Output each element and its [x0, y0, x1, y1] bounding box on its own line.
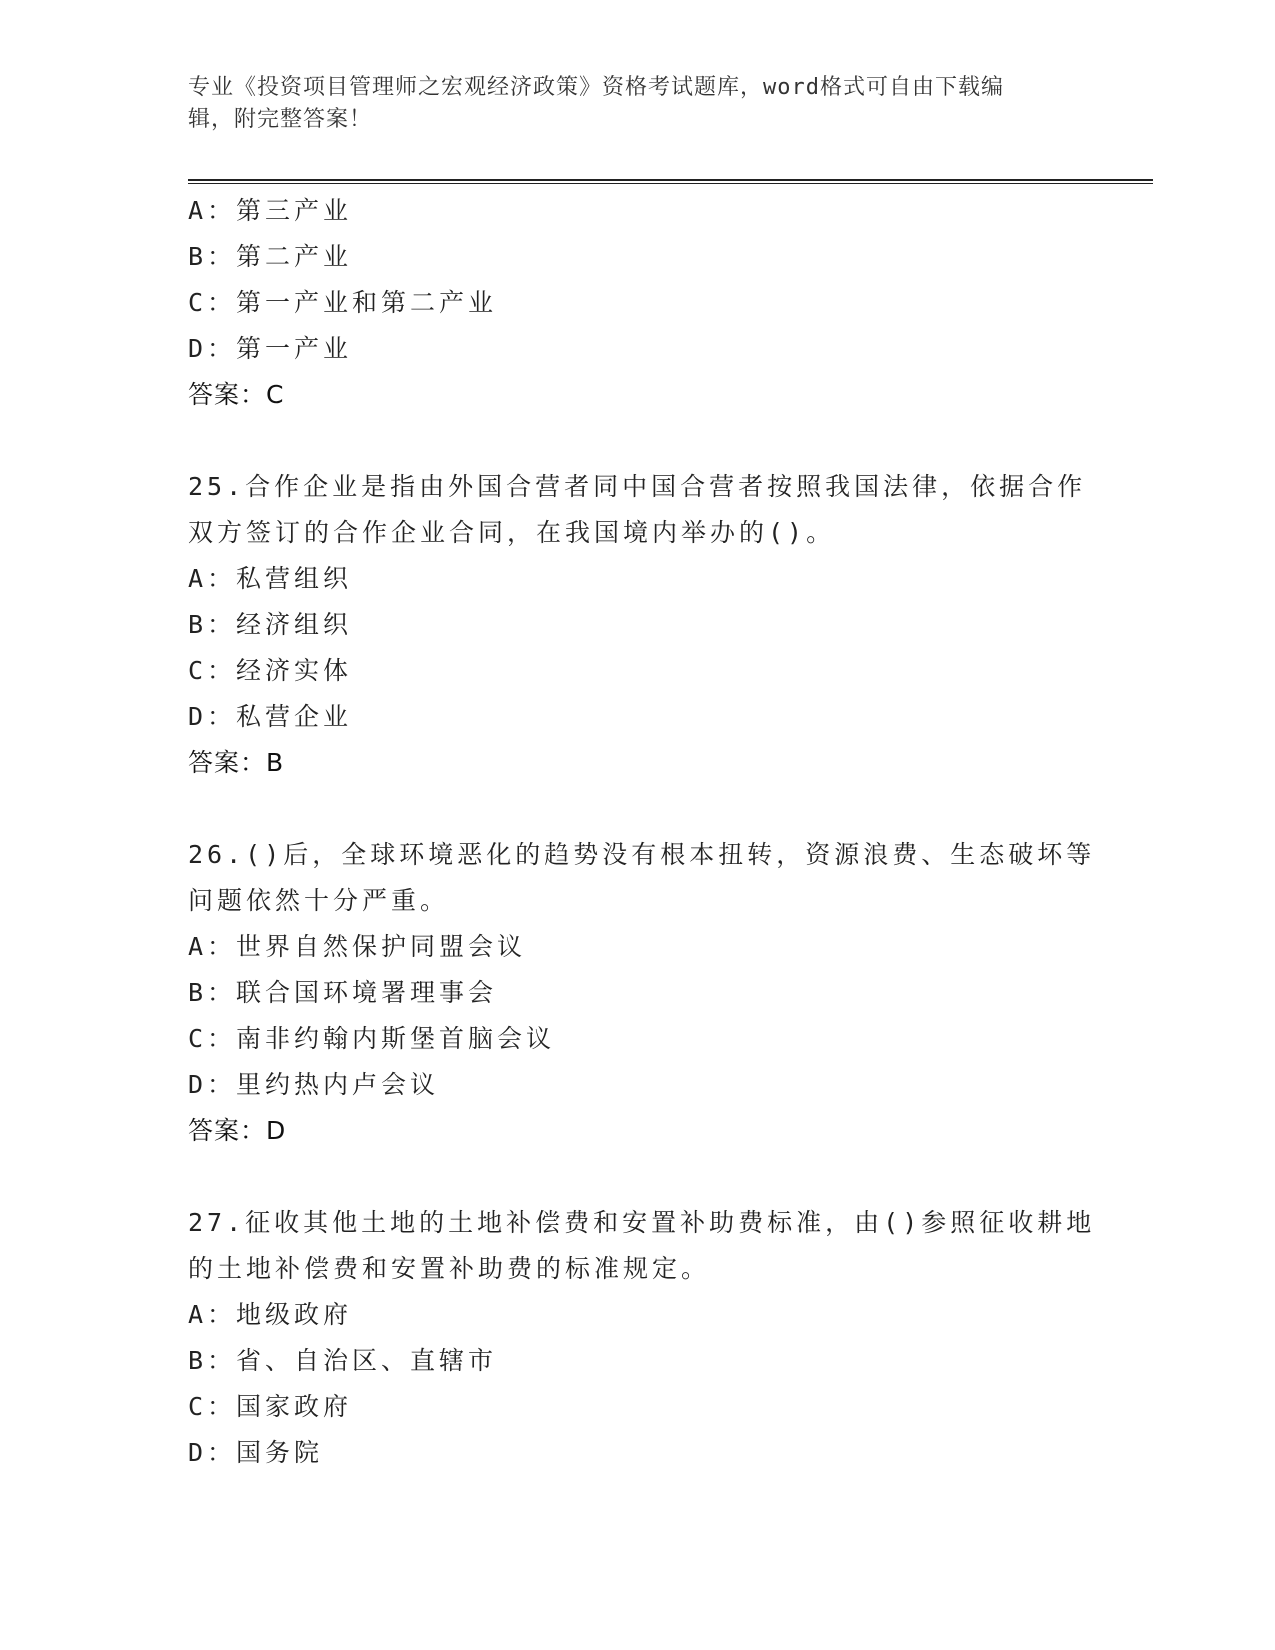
option-c: C：第一产业和第二产业: [188, 288, 498, 317]
document-header: [188, 72, 1088, 136]
option-b: B：经济组织: [188, 610, 353, 639]
spacer: [188, 1154, 1088, 1200]
answer-line: 答案：D: [188, 1116, 287, 1145]
question-text-line-1: 27.征收其他土地的土地补偿费和安置补助费标准，由()参照征收耕地: [188, 1208, 1096, 1237]
option-a: A：地级政府: [188, 1300, 353, 1329]
question-text-line-2: 问题依然十分严重。: [188, 886, 450, 915]
spacer: [188, 418, 1088, 464]
header-divider-thick: [188, 179, 1153, 181]
option-d: D：里约热内卢会议: [188, 1070, 440, 1099]
question-26-block: [188, 832, 1096, 1154]
option-d: D：私营企业: [188, 702, 353, 731]
option-d: D：第一产业: [188, 334, 353, 363]
option-a: A：世界自然保护同盟会议: [188, 932, 527, 961]
question-list: [188, 188, 1096, 1476]
question-24-block: [188, 188, 1088, 418]
answer-line: 答案：B: [188, 748, 285, 777]
answer-line: 答案：C: [188, 380, 285, 409]
question-25-block: [188, 464, 1088, 786]
question-text-line-2: 的土地补偿费和安置补助费的标准规定。: [188, 1254, 711, 1283]
header-line-2: 辑，附完整答案！: [188, 107, 373, 132]
question-text-line-2: 双方签订的合作企业合同，在我国境内举办的()。: [188, 518, 836, 547]
question-text-line-1: 25.合作企业是指由外国合营者同中国合营者按照我国法律，依据合作: [188, 472, 1087, 501]
option-b: B：联合国环境署理事会: [188, 978, 498, 1007]
option-a: A：私营组织: [188, 564, 353, 593]
option-d: D：国务院: [188, 1438, 324, 1467]
header-divider-thin: [188, 183, 1153, 184]
option-b: B：第二产业: [188, 242, 353, 271]
question-text-line-1: 26.()后，全球环境恶化的趋势没有根本扭转，资源浪费、生态破坏等: [188, 840, 1096, 869]
option-c: C：南非约翰内斯堡首脑会议: [188, 1024, 556, 1053]
option-c: C：经济实体: [188, 656, 353, 685]
question-27-block: [188, 1200, 1096, 1476]
spacer: [188, 786, 1088, 832]
header-line-1: 专业《投资项目管理师之宏观经济政策》资格考试题库，word格式可自由下载编: [188, 75, 1004, 100]
option-a: A：第三产业: [188, 196, 353, 225]
option-c: C：国家政府: [188, 1392, 353, 1421]
option-b: B：省、自治区、直辖市: [188, 1346, 498, 1375]
